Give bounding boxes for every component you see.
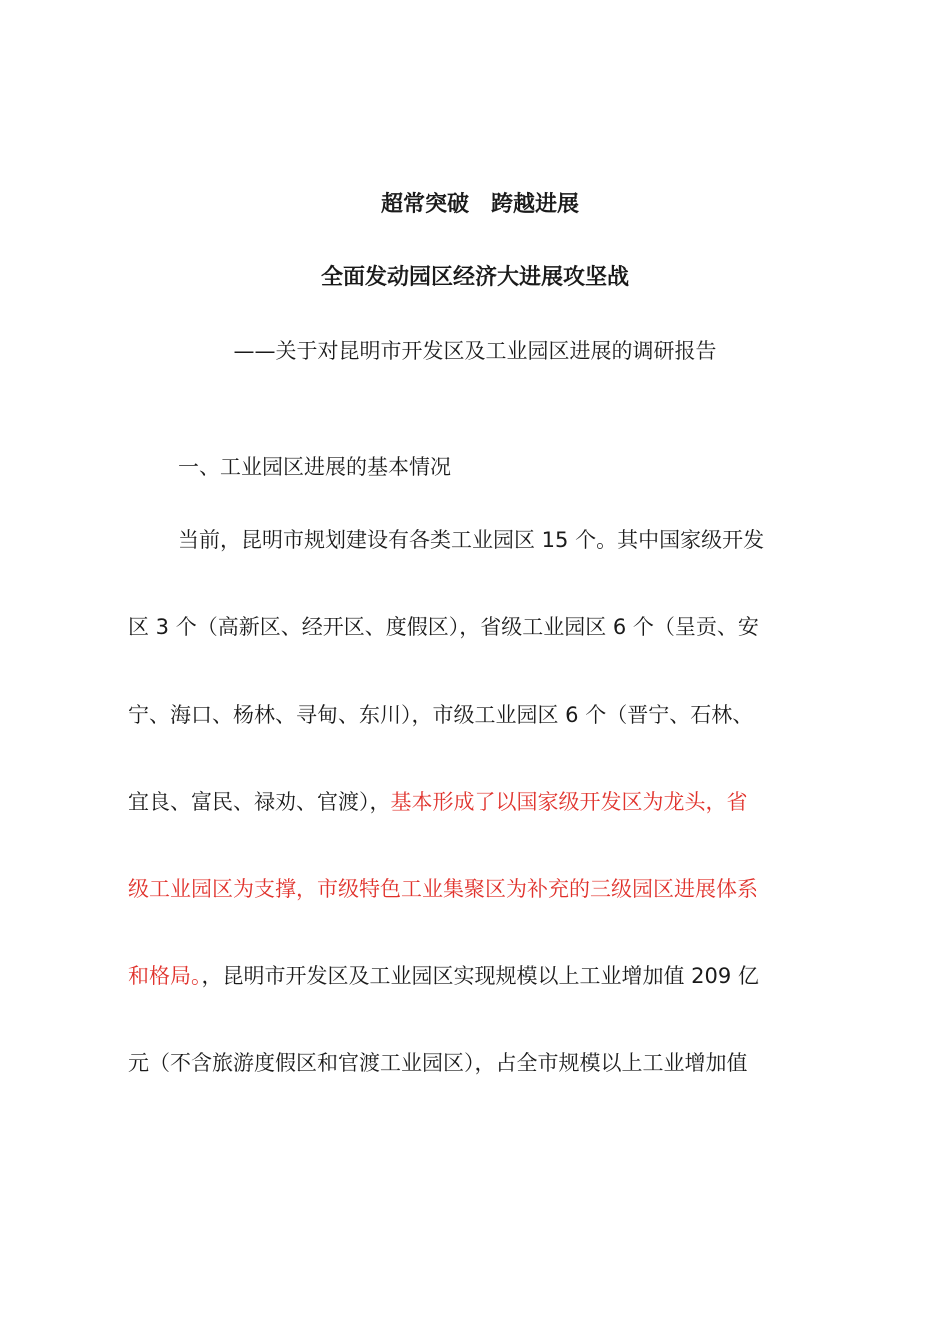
highlighted-text: 和格局。 bbox=[128, 964, 202, 988]
document-title-line-1: 超常突破 跨越进展 bbox=[380, 192, 579, 217]
section-heading: 一、工业园区进展的基本情况 bbox=[178, 455, 451, 479]
document-title-line-2: 全面发动园区经济大进展攻坚战 bbox=[320, 265, 629, 290]
paragraph-line bbox=[128, 874, 758, 904]
paragraph-line bbox=[178, 525, 764, 555]
highlighted-text: 基本形成了以国家级开发区为龙头，省 bbox=[390, 790, 748, 814]
paragraph-line bbox=[128, 961, 759, 991]
paragraph-line bbox=[128, 787, 748, 817]
line-text: 当前，昆明市规划建设有各类工业园区 15 个。其中国家级开发 bbox=[178, 528, 765, 552]
highlighted-text: 级工业园区为支撑，市级特色工业集聚区为补充的三级园区进展体系 bbox=[128, 877, 758, 901]
line-text: 区 3 个（高新区、经开区、度假区），省级工业园区 6 个（呈贡、安 bbox=[128, 615, 759, 639]
paragraph-line bbox=[128, 700, 753, 730]
paragraph-line bbox=[128, 612, 759, 642]
line-text: 元（不含旅游度假区和官渡工业园区），占全市规模以上工业增加值 bbox=[128, 1051, 748, 1075]
line-text: 宁、海口、杨林、寻甸、东川），市级工业园区 6 个（晋宁、石林、 bbox=[128, 703, 754, 727]
paragraph-line bbox=[128, 1048, 748, 1078]
line-text: ，昆明市开发区及工业园区实现规模以上工业增加值 209 亿 bbox=[201, 964, 759, 988]
line-text: 宜良、富民、禄劝、官渡）， bbox=[128, 790, 391, 814]
document-subtitle: ——关于对昆明市开发区及工业园区进展的调研报告 bbox=[233, 339, 717, 363]
